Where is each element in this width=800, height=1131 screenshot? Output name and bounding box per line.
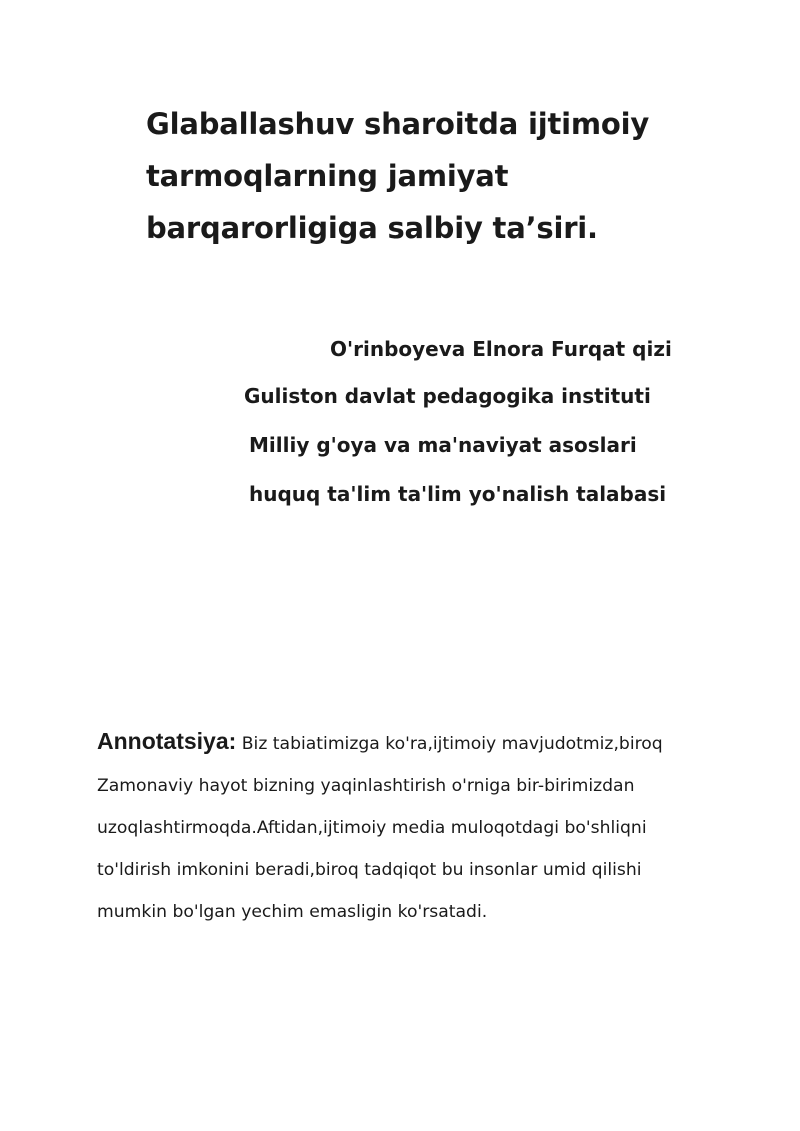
author-institution: Guliston davlat pedagogika instituti [244, 384, 651, 408]
title-line: barqarorligiga salbiy ta’siri. [146, 211, 598, 245]
abstract-text: uzoqlashtirmoqda.Aftidan,ijtimoiy media muloqotdagi bo'shliqni [97, 818, 647, 838]
abstract [97, 720, 737, 933]
title-line: tarmoqlarning jamiyat [146, 159, 509, 193]
author-department: Milliy g'oya va ma'naviyat asoslari [249, 433, 637, 457]
title-line: Glaballashuv sharoitda ijtimoiy [146, 107, 650, 141]
abstract-label: Annotatsiya: [97, 728, 237, 754]
abstract-first-line [97, 720, 737, 765]
author-role: huquq ta'lim ta'lim yo'nalish talabasi [249, 482, 667, 506]
abstract-text: mumkin bo'lgan yechim emasligin ko'rsatadi. [97, 902, 488, 922]
abstract-text: Zamonaviy hayot bizning yaqinlashtirish o'rniga bir-birimizdan [97, 776, 635, 796]
abstract-text: to'ldirish imkonini beradi,biroq tadqiqot bu insonlar umid qilishi [97, 860, 642, 880]
abstract-text: Biz tabiatimizga ko'ra,ijtimoiy mavjudotmiz,biroq [236, 734, 663, 754]
article-title [146, 98, 746, 254]
author-name: O'rinboyeva Elnora Furqat qizi [330, 337, 672, 361]
